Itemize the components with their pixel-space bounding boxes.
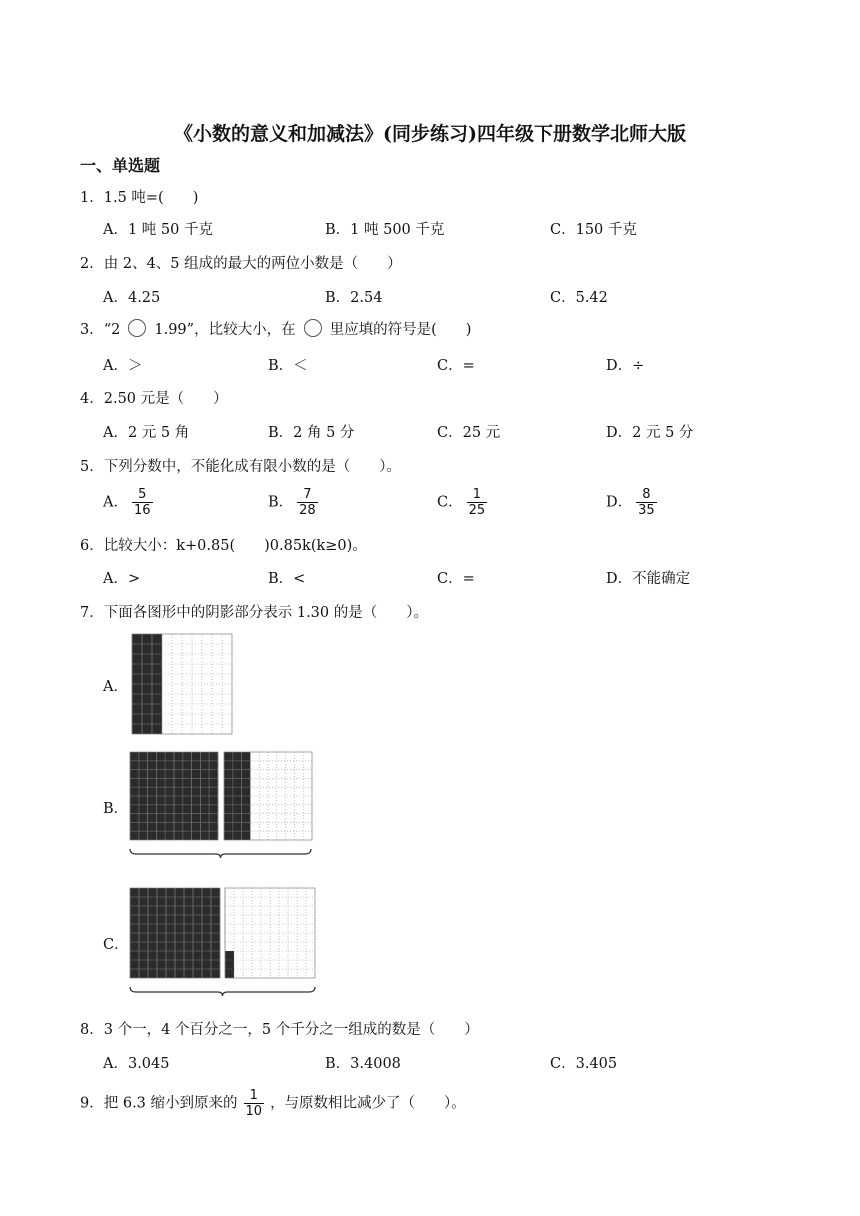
grid-a (132, 634, 232, 734)
question-8 (80, 1018, 479, 1039)
circle-blank-icon (128, 319, 146, 337)
q7-option-b-label[interactable]: B． (103, 801, 129, 817)
question-5 (80, 455, 401, 476)
q3-option-c[interactable]: C．= (437, 358, 475, 374)
question-stem: 2.50 元是（ ） (103, 391, 228, 407)
q3-option-d[interactable]: D．÷ (606, 358, 645, 374)
q5-option-d[interactable] (606, 487, 657, 518)
fraction (467, 487, 488, 518)
q2-option-a[interactable]: A．4.25 (103, 290, 161, 306)
q4-option-a[interactable]: A．2 元 5 角 (103, 425, 190, 441)
q1-option-c[interactable]: C．150 千克 (550, 222, 637, 238)
section-heading: 一、单选题 (80, 156, 161, 175)
q7-option-a-label[interactable]: A． (103, 679, 128, 695)
question-stem-part: 里应填的符号是( ) (329, 322, 472, 338)
question-number: 8． (80, 1022, 104, 1038)
question-number: 9． (80, 1095, 104, 1112)
question-stem: 3 个一，4 个百分之一，5 个千分之一组成的数是（ ） (103, 1022, 479, 1038)
q3-option-a[interactable]: A．＞ (103, 358, 143, 374)
question-stem-part: “2 (103, 322, 121, 338)
q4-option-b[interactable]: B．2 角 5 分 (268, 425, 355, 441)
question-number: 1． (80, 190, 104, 206)
denominator: 25 (468, 503, 486, 518)
denominator: 28 (299, 503, 316, 518)
denominator: 35 (638, 503, 655, 518)
q8-option-a[interactable]: A．3.045 (103, 1056, 170, 1072)
question-1 (80, 186, 198, 207)
shaded-area (225, 951, 234, 978)
numerator: 7 (303, 487, 312, 502)
numerator: 8 (642, 487, 651, 502)
grid-c-2 (225, 888, 315, 978)
question-number: 2． (80, 256, 104, 272)
question-stem: 1.5 吨=( ) (103, 190, 199, 206)
option-label: C． (437, 494, 463, 511)
option-label: D． (606, 494, 633, 511)
option-label: B． (268, 494, 294, 511)
question-number: 3． (80, 322, 104, 338)
q6-option-b[interactable]: B．< (268, 571, 306, 587)
question-number: 7． (80, 605, 104, 621)
q8-option-c[interactable]: C．3.405 (550, 1056, 618, 1072)
question-9 (80, 1088, 466, 1119)
question-number: 5． (80, 459, 104, 475)
q1-option-a[interactable]: A．1 吨 50 千克 (103, 222, 213, 238)
question-stem: 比较大小：k+0.85( )0.85k(k≥0)。 (103, 538, 367, 554)
figure-c-grids[interactable] (128, 886, 318, 1000)
fraction (636, 487, 657, 518)
grid-b-1 (130, 752, 218, 840)
numerator: 1 (249, 1088, 258, 1103)
option-label: A． (103, 494, 128, 511)
circle-blank-icon (304, 319, 322, 337)
page-title: 《小数的意义和加减法》(同步练习)四年级下册数学北师大版 (174, 123, 686, 145)
question-stem-part: 把 6.3 缩小到原来的 (103, 1095, 238, 1112)
question-7 (80, 601, 428, 622)
q1-option-b[interactable]: B．1 吨 500 千克 (325, 222, 445, 238)
q6-option-c[interactable]: C．= (437, 571, 475, 587)
fraction (132, 487, 153, 518)
q4-option-c[interactable]: C．25 元 (437, 425, 501, 441)
q5-option-a[interactable] (103, 487, 153, 518)
numerator: 5 (138, 487, 147, 502)
denominator: 10 (245, 1104, 263, 1119)
question-stem: 由 2、4、5 组成的最大的两位小数是（ ） (103, 256, 402, 272)
question-3 (80, 318, 471, 339)
question-number: 4． (80, 391, 104, 407)
question-stem-part: 1.99”，比较大小，在 (154, 322, 296, 338)
q7-option-c-label[interactable]: C． (103, 937, 129, 953)
fraction (297, 487, 318, 518)
brace-icon (130, 987, 315, 996)
q5-option-c[interactable] (437, 487, 487, 518)
denominator: 16 (133, 503, 151, 518)
q4-option-d[interactable]: D．2 元 5 分 (606, 425, 694, 441)
q2-option-c[interactable]: C．5.42 (550, 290, 608, 306)
grid-c-1 (130, 888, 220, 978)
question-stem: 下面各图形中的阴影部分表示 1.30 的是（ ）。 (103, 605, 428, 621)
q6-option-d[interactable]: D．不能确定 (606, 571, 691, 587)
q8-option-b[interactable]: B．3.4008 (325, 1056, 401, 1072)
figure-a-grid[interactable] (130, 632, 236, 736)
q3-option-b[interactable]: B．＜ (268, 358, 308, 374)
q2-option-b[interactable]: B．2.54 (325, 290, 383, 306)
question-stem-part: ，与原数相比减少了（ ）。 (270, 1095, 466, 1112)
question-stem: 下列分数中，不能化成有限小数的是（ ）。 (103, 459, 401, 475)
question-4 (80, 387, 228, 408)
q6-option-a[interactable]: A．> (103, 571, 141, 587)
q5-option-b[interactable] (268, 487, 318, 518)
question-number: 6． (80, 538, 104, 554)
grid-b-2 (224, 752, 312, 840)
brace-icon (130, 849, 311, 858)
figure-b-grids[interactable] (128, 750, 314, 860)
question-2 (80, 252, 402, 273)
numerator: 1 (472, 487, 482, 502)
fraction (244, 1088, 265, 1119)
question-6 (80, 534, 367, 555)
